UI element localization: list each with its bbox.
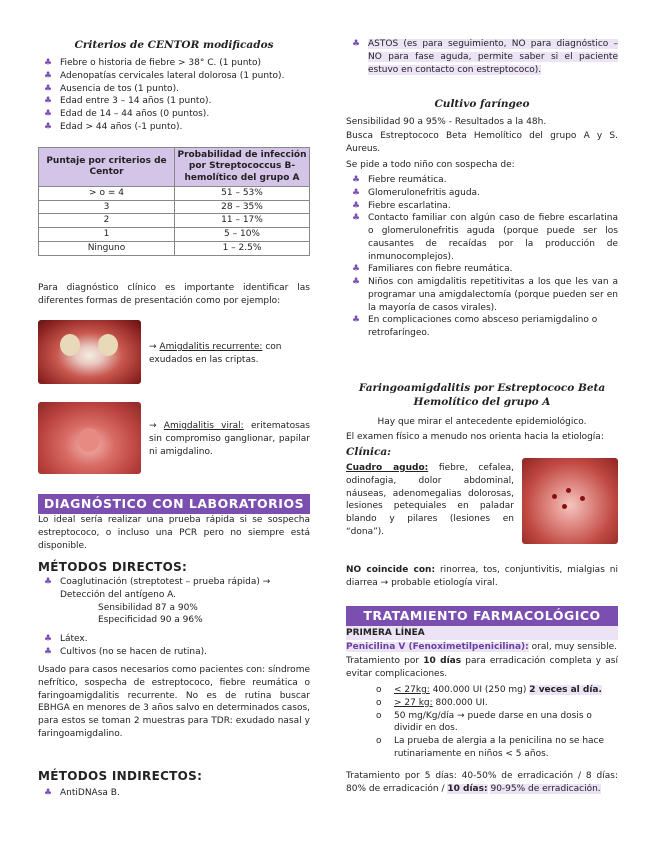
- clover-bullet-icon: ♣: [44, 121, 53, 132]
- culture-search: Busca Estreptococo Beta Hemolítico del grupo A y S. Aureus.: [346, 131, 618, 154]
- list-item: ♣ Coaglutinación (streptotest – prueba rápida) → Detección del antígeno A. Sensibilidad 87 a 90% Especificidad 90 a 96%: [38, 576, 310, 627]
- faringo-title: Faringoamigdalitis por Estreptococo Beta Hemolítico del grupo A: [358, 382, 606, 409]
- circle-bullet-icon: o: [376, 685, 382, 695]
- viral-tonsillitis-photo: [38, 402, 141, 474]
- treatment-5-days: Tratamiento por 5 días: 40-50% de erradicación / 8 días: 80% de erradicación / 10 días: 90-95% de erradicación.: [346, 771, 618, 794]
- culture-sensitivity: Sensibilidad 90 a 95% - Resultados a la 48h.: [346, 117, 547, 127]
- indirect-methods-list: [38, 787, 310, 800]
- table-row: 3 28 – 35%: [39, 200, 310, 214]
- circle-bullet-icon: o: [376, 736, 382, 747]
- list-item: ♣ En complicaciones como absceso periamigdalino o retrofaríngeo.: [352, 315, 598, 339]
- treatment-banner: TRATAMIENTO FARMACOLÓGICO: [346, 606, 618, 626]
- recurrent-tonsillitis-photo: [38, 320, 141, 384]
- list-item: ♣ Adenopatías cervicales lateral dolorosa (1 punto).: [44, 70, 285, 81]
- list-item: o > 27 kg: 800.000 UI.: [376, 697, 488, 708]
- presentation-intro: Para diagnóstico clínico es importante identificar las diferentes formas de presentación como por ejemplo:: [38, 283, 310, 306]
- strep-throat-photo: [522, 458, 618, 544]
- clover-bullet-icon: ♣: [352, 277, 361, 288]
- centor-table: [38, 147, 310, 256]
- list-item: ♣ Edad de 14 – 44 años (0 puntos).: [44, 109, 210, 120]
- list-item: ♣ Fiebre reumática.: [352, 175, 447, 185]
- clover-bullet-icon: ♣: [352, 213, 361, 224]
- penicillin-line: Penicilina V (Fenoximetilpenicilina): oral, muy sensible.: [346, 642, 617, 652]
- first-line-label: PRIMERA LÍNEA: [346, 626, 618, 640]
- table-header: Probabilidad de infección por Streptococcus B-hemolítico del grupo A: [175, 148, 310, 187]
- acute-clinic: Cuadro agudo: fiebre, cefalea, odinofagia, dolor abdominal, náuseas, adenomegalias dolorosas, lesiones petequiales en paladar blando y pilares (lesiones en “dona”).: [346, 463, 514, 537]
- list-item: ♣ Edad > 44 años (-1 punto).: [44, 121, 183, 132]
- circle-bullet-icon: o: [376, 697, 382, 708]
- clover-bullet-icon: ♣: [44, 634, 53, 645]
- specificity-text: Especificidad 90 a 96%: [98, 615, 203, 626]
- clover-bullet-icon: ♣: [352, 200, 361, 211]
- list-item: ♣ Ausencia de tos (1 punto).: [44, 83, 179, 94]
- list-item: ♣ Fiebre o historia de fiebre > 38° C. (1 punto): [44, 58, 261, 68]
- culture-indications-list: [346, 174, 618, 340]
- clover-bullet-icon: ♣: [44, 96, 53, 107]
- list-item: o La prueba de alergia a la penicilina no se hace rutinariamente en niños < 5 años.: [376, 736, 605, 759]
- cultures-usage: Usado para casos necesarios como pacientes con: síndrome nefrítico, sospecha de estreptococo, fiebre reumática o faringoamigdalitis recurrente. No es de rutina buscar EBHGA en menores de 3 años salvo en determinados casos, para estos se toman 2 muestras para TDR: exudado nasal y faringoamigdalino.: [38, 665, 310, 739]
- viral-desc: → Amigdalitis viral: eritematosas sin compromiso ganglionar, papilar ni amigdalino.: [149, 421, 310, 457]
- clover-bullet-icon: ♣: [352, 315, 361, 326]
- list-item: ♣ Fiebre escarlatina.: [352, 200, 451, 211]
- clover-bullet-icon: ♣: [44, 58, 53, 68]
- treatment-10-days: Tratamiento por 10 días para erradicación completa y así evitar complicaciones.: [346, 656, 618, 679]
- clinica-title: Clínica:: [346, 446, 392, 458]
- clover-bullet-icon: ♣: [44, 646, 53, 657]
- list-item: ♣ Familiares con fiebre reumática.: [352, 264, 513, 275]
- centor-list: [38, 57, 310, 134]
- dosage-list: [346, 684, 618, 761]
- table-header: Puntaje por criterios de Centor: [39, 148, 175, 187]
- faringo-p2: El examen físico a menudo nos orienta hacia la etiología:: [346, 432, 604, 442]
- list-item: ♣ Glomerulonefritis aguda.: [352, 187, 480, 198]
- centor-title: Criterios de CENTOR modificados: [74, 39, 274, 51]
- table-row: Ninguno 1 – 2.5%: [39, 241, 310, 255]
- clover-bullet-icon: ♣: [44, 577, 53, 587]
- culture-title: Cultivo faríngeo: [434, 98, 530, 110]
- table-row: 2 11 – 17%: [39, 214, 310, 228]
- list-item: ♣ Niños con amigdalitis repetitivitas a los que les van a programar una amigdalectomía (porque pueden ser en la mayoría de casos virales).: [352, 277, 618, 313]
- list-item: ♣ Látex.: [44, 634, 88, 645]
- faringo-p1: Hay que mirar el antecedente epidemiológico.: [377, 417, 587, 427]
- clover-bullet-icon: ♣: [44, 83, 53, 94]
- clover-bullet-icon: ♣: [352, 264, 361, 275]
- table-row: 1 5 – 10%: [39, 228, 310, 242]
- recurrent-desc: → Amigdalitis recurrente: con exudados en las criptas.: [149, 342, 282, 365]
- clover-bullet-icon: ♣: [352, 175, 361, 185]
- list-item: o 50 mg/Kg/día → puede darse en una dosis o dividir en dos.: [376, 710, 592, 734]
- clover-bullet-icon: ♣: [44, 788, 53, 798]
- list-item: o < 27kg: 400.000 UI (250 mg) 2 veces al día.: [376, 685, 602, 695]
- lab-intro: Lo ideal sería realizar una prueba rápida si se sospecha estreptococo, o incluso una PCR pero no siempre está disponible.: [38, 515, 310, 551]
- list-item: ♣ Edad entre 3 – 14 años (1 punto).: [44, 96, 212, 107]
- list-item: ♣ ASTOS (es para seguimiento, NO para diagnóstico – NO para fase aguda, permite saber si el paciente estuvo en contacto con estreptococo).: [352, 39, 618, 75]
- list-item: ♣ Contacto familiar con algún caso de fiebre escarlatina o glomerulonefritis aguda (porque puede ser los causantes de recaídas por la producción de inmunocomplejos).: [352, 213, 618, 262]
- clover-bullet-icon: ♣: [352, 39, 361, 49]
- culture-request: Se pide a todo niño con sospecha de:: [346, 160, 515, 170]
- clover-bullet-icon: ♣: [352, 187, 361, 198]
- clover-bullet-icon: ♣: [44, 109, 53, 120]
- sensitivity-text: Sensibilidad 87 a 90%: [98, 602, 198, 613]
- lab-diagnosis-banner: DIAGNÓSTICO CON LABORATORIOS: [38, 494, 310, 514]
- direct-methods-list: [38, 576, 310, 659]
- direct-methods-title: MÉTODOS DIRECTOS:: [38, 560, 188, 574]
- circle-bullet-icon: o: [376, 710, 382, 721]
- no-coincide: NO coincide con: rinorrea, tos, conjuntivitis, mialgias ni diarrea → probable etiología viral.: [346, 565, 618, 588]
- indirect-methods-title: MÉTODOS INDIRECTOS:: [38, 769, 203, 783]
- clover-bullet-icon: ♣: [44, 70, 53, 81]
- table-row: > o = 4 51 – 53%: [39, 186, 310, 200]
- astos-list: [346, 38, 618, 76]
- list-item: ♣ Cultivos (no se hacen de rutina).: [44, 646, 207, 657]
- list-item: ♣ AntiDNAsa B.: [44, 788, 120, 798]
